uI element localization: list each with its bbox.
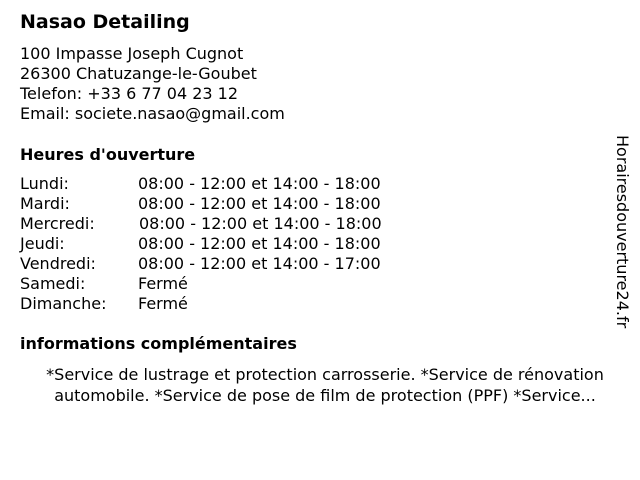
day-label: Jeudi: xyxy=(20,234,65,253)
hours-row-friday xyxy=(20,254,440,274)
day-label: Samedi: xyxy=(20,274,86,293)
hours-row-monday xyxy=(20,174,440,194)
day-hours: Fermé xyxy=(138,274,188,293)
day-hours: Fermé xyxy=(138,294,188,313)
email-address[interactable]: Email: societe.nasao@gmail.com xyxy=(20,104,285,123)
business-contact xyxy=(20,44,285,124)
day-hours: 08:00 - 12:00 et 14:00 - 18:00 xyxy=(139,214,382,233)
opening-hours-table xyxy=(20,174,440,314)
address-city: 26300 Chatuzange-le-Goubet xyxy=(20,64,257,83)
hours-row-wednesday xyxy=(20,214,440,234)
day-label: Vendredi: xyxy=(20,254,96,273)
watermark-text: Horairesdouverture24.fr xyxy=(613,135,632,329)
hours-row-saturday xyxy=(20,274,440,294)
hours-row-sunday xyxy=(20,294,440,314)
watermark xyxy=(600,135,640,345)
additional-info-text: *Service de lustrage et protection carrosserie. *Service de rénovation automobile. *Service de pose de film de protection (PPF) *Service... xyxy=(46,365,604,405)
day-label: Mercredi: xyxy=(20,214,95,233)
day-label: Mardi: xyxy=(20,194,70,213)
day-label: Lundi: xyxy=(20,174,69,193)
day-hours: 08:00 - 12:00 et 14:00 - 17:00 xyxy=(138,254,381,273)
additional-info-heading: informations complémentaires xyxy=(20,334,297,353)
business-name: Nasao Detailing xyxy=(20,11,190,33)
hours-row-tuesday xyxy=(20,194,440,214)
hours-row-thursday xyxy=(20,234,440,254)
opening-hours-heading: Heures d'ouverture xyxy=(20,145,196,164)
day-hours: 08:00 - 12:00 et 14:00 - 18:00 xyxy=(138,174,381,193)
phone-number[interactable]: Telefon: +33 6 77 04 23 12 xyxy=(20,84,239,103)
day-label: Dimanche: xyxy=(20,294,107,313)
address-street: 100 Impasse Joseph Cugnot xyxy=(20,44,244,63)
day-hours: 08:00 - 12:00 et 14:00 - 18:00 xyxy=(138,194,381,213)
day-hours: 08:00 - 12:00 et 14:00 - 18:00 xyxy=(138,234,381,253)
